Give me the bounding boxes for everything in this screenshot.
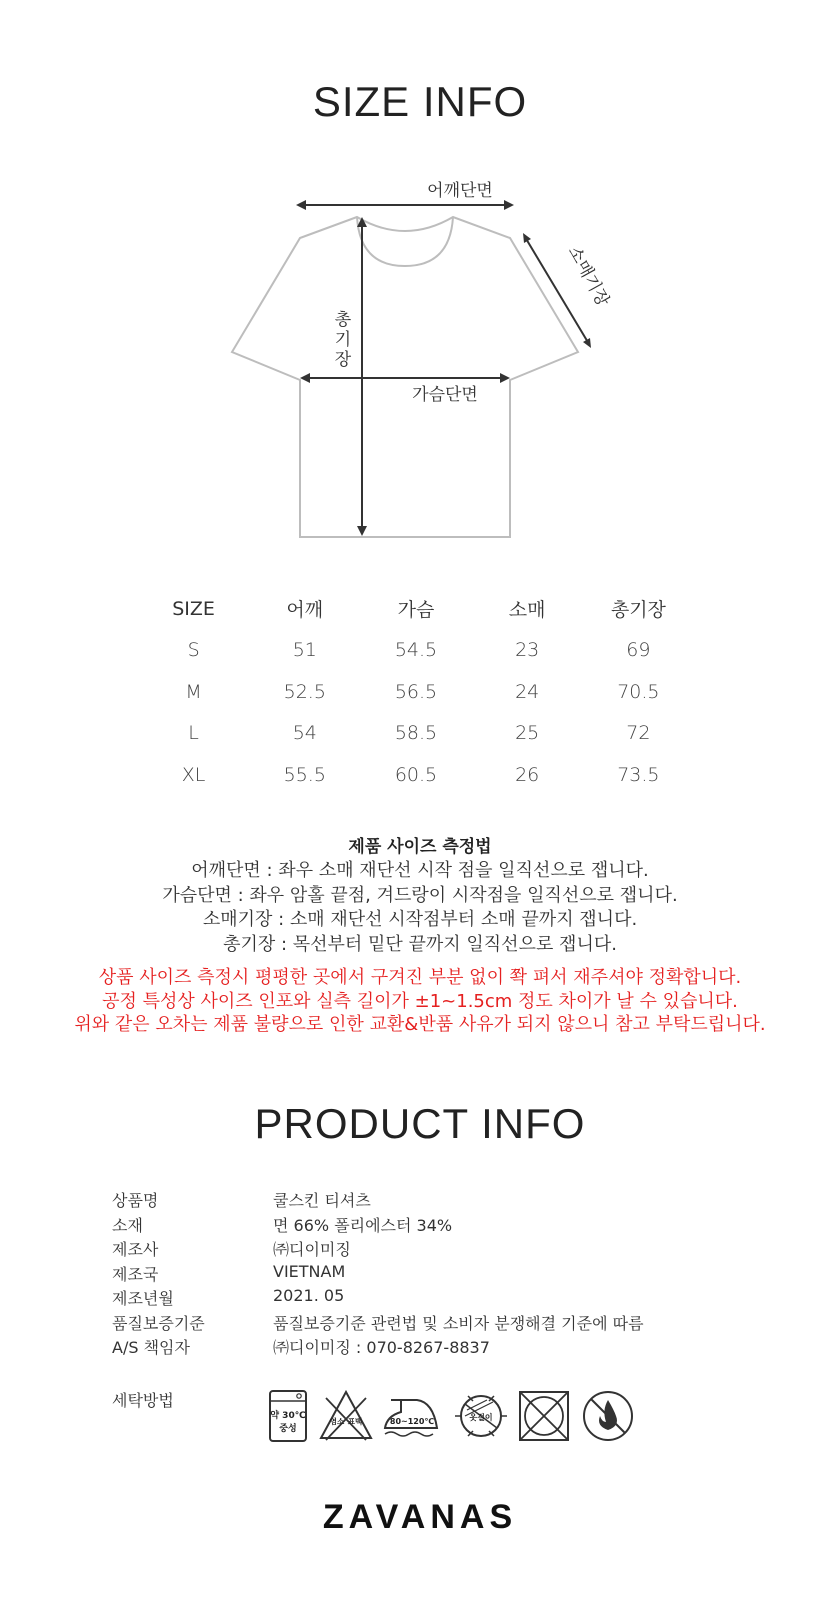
table-cell: 69 [626,639,651,662]
table-cell: 70.5 [617,680,660,703]
notice-line: 공정 특성상 사이즈 인포와 실측 길이가 ±1~1.5cm 정도 차이가 날 수 있습니다. [102,990,738,1012]
table-cell: 51 [292,639,317,662]
table-cell: 55.5 [283,763,326,786]
info-value: 품질보증기준 관련법 및 소비자 분쟁해결 기준에 따름 [273,1313,644,1333]
iron-icon [381,1388,441,1444]
measure-line: 가슴단면 : 좌우 암홀 끝점, 겨드랑이 시작점을 일직선으로 잽니다. [162,884,678,906]
info-value: ㈜디이미징 [273,1240,351,1259]
wash-method-label: 세탁방법 [112,1391,174,1410]
list-item [112,1311,812,1336]
table-cell: 26 [515,763,540,786]
product-info-title: PRODUCT INFO [254,1100,586,1147]
notice-line: 상품 사이즈 측정시 평평한 곳에서 구겨진 부분 없이 쫙 펴서 재주셔야 정확합니다. [98,967,742,988]
column-header: 총기장 [610,599,666,622]
no-tumble-dry-icon [453,1388,509,1444]
list-item [112,1237,812,1262]
table-cell: 52.5 [283,680,326,703]
list-item [112,1262,812,1287]
measure-heading: 제품 사이즈 측정법 [348,837,492,857]
notice-line: 위와 같은 오차는 제품 불량으로 인한 교환&반품 사유가 되지 않으니 참고 부탁드립니다. [74,1014,766,1035]
column-header: 가슴 [397,599,435,622]
table-cell: XL [181,763,206,786]
table-cell: 58.5 [394,722,438,745]
table-cell: 24 [515,680,540,703]
table-row [138,713,694,755]
info-value: VIETNAM [273,1261,346,1281]
chest-label: 가슴단면 [412,385,478,405]
table-cell: 54.5 [394,639,438,662]
table-cell: M [185,680,202,703]
size-table-header [138,588,694,630]
size-notice [0,966,840,1037]
info-label: 상품명 [112,1191,159,1210]
column-header: 어깨 [286,599,324,622]
no-dry-clean-icon [516,1388,572,1444]
list-item [112,1286,812,1311]
tshirt-measure-diagram [0,170,840,570]
table-row [138,754,694,796]
table-row [138,671,694,713]
measure-line: 소매기장 : 소매 재단선 시작점부터 소매 끝까지 잽니다. [202,909,638,930]
info-label: 품질보증기준 [112,1313,205,1333]
table-cell: 73.5 [617,763,660,786]
info-value: 2021. 05 [273,1286,345,1305]
info-label: A/S 책임자 [112,1338,190,1357]
hang-text: 옷걸이 [469,1413,493,1422]
table-cell: L [188,722,199,745]
measure-method [0,835,840,957]
table-cell: S [187,639,200,662]
no-fire-icon [580,1388,636,1444]
brand-logo: ZAVANAS [322,1498,518,1536]
info-label: 제조사 [112,1240,159,1259]
info-value: 면 66% 폴리에스터 34% [273,1215,453,1235]
table-cell: 60.5 [394,763,438,786]
sleeve-label: 소매기장 [563,242,613,310]
list-item [112,1335,812,1360]
list-item [112,1213,812,1238]
table-cell: 54 [292,722,317,745]
info-label: 제조국 [112,1264,159,1284]
list-item [112,1188,812,1213]
size-info-title: SIZE INFO [312,78,528,125]
bleach-text-1: 염소 [329,1417,345,1426]
wash-detergent-text: 중성 [279,1424,297,1434]
info-value: ㈜디이미징 : 070-8267-8837 [273,1338,490,1357]
product-info-list [112,1188,812,1360]
measure-line: 총기장 : 목선부터 밑단 끝까지 일직선으로 잽니다. [223,933,617,955]
tshirt-outline-icon [0,170,840,570]
size-table [138,588,694,796]
column-header: SIZE [172,597,215,620]
iron-temp-text: 80~120℃ [389,1417,435,1426]
table-cell: 25 [515,722,540,745]
wash-tub-icon [268,1388,308,1444]
info-label: 제조년월 [112,1289,174,1308]
table-cell: 56.5 [394,680,438,703]
table-cell: 72 [626,722,651,745]
column-header: 소매 [508,599,546,622]
total-length-label: 총 기 장 [334,310,352,370]
table-cell: 23 [515,639,540,662]
wash-temp-text: 약 30℃ [270,1411,306,1421]
info-label: 소재 [112,1215,143,1235]
no-bleach-icon [318,1388,374,1444]
shoulder-label: 어깨단면 [427,181,493,201]
info-value: 쿨스킨 티셔츠 [273,1191,371,1210]
table-row [138,630,694,672]
measure-line: 어깨단면 : 좌우 소매 재단선 시작 점을 일직선으로 잽니다. [191,860,649,881]
bleach-text-2: 표백 [347,1417,363,1426]
wash-icons [268,1388,658,1448]
